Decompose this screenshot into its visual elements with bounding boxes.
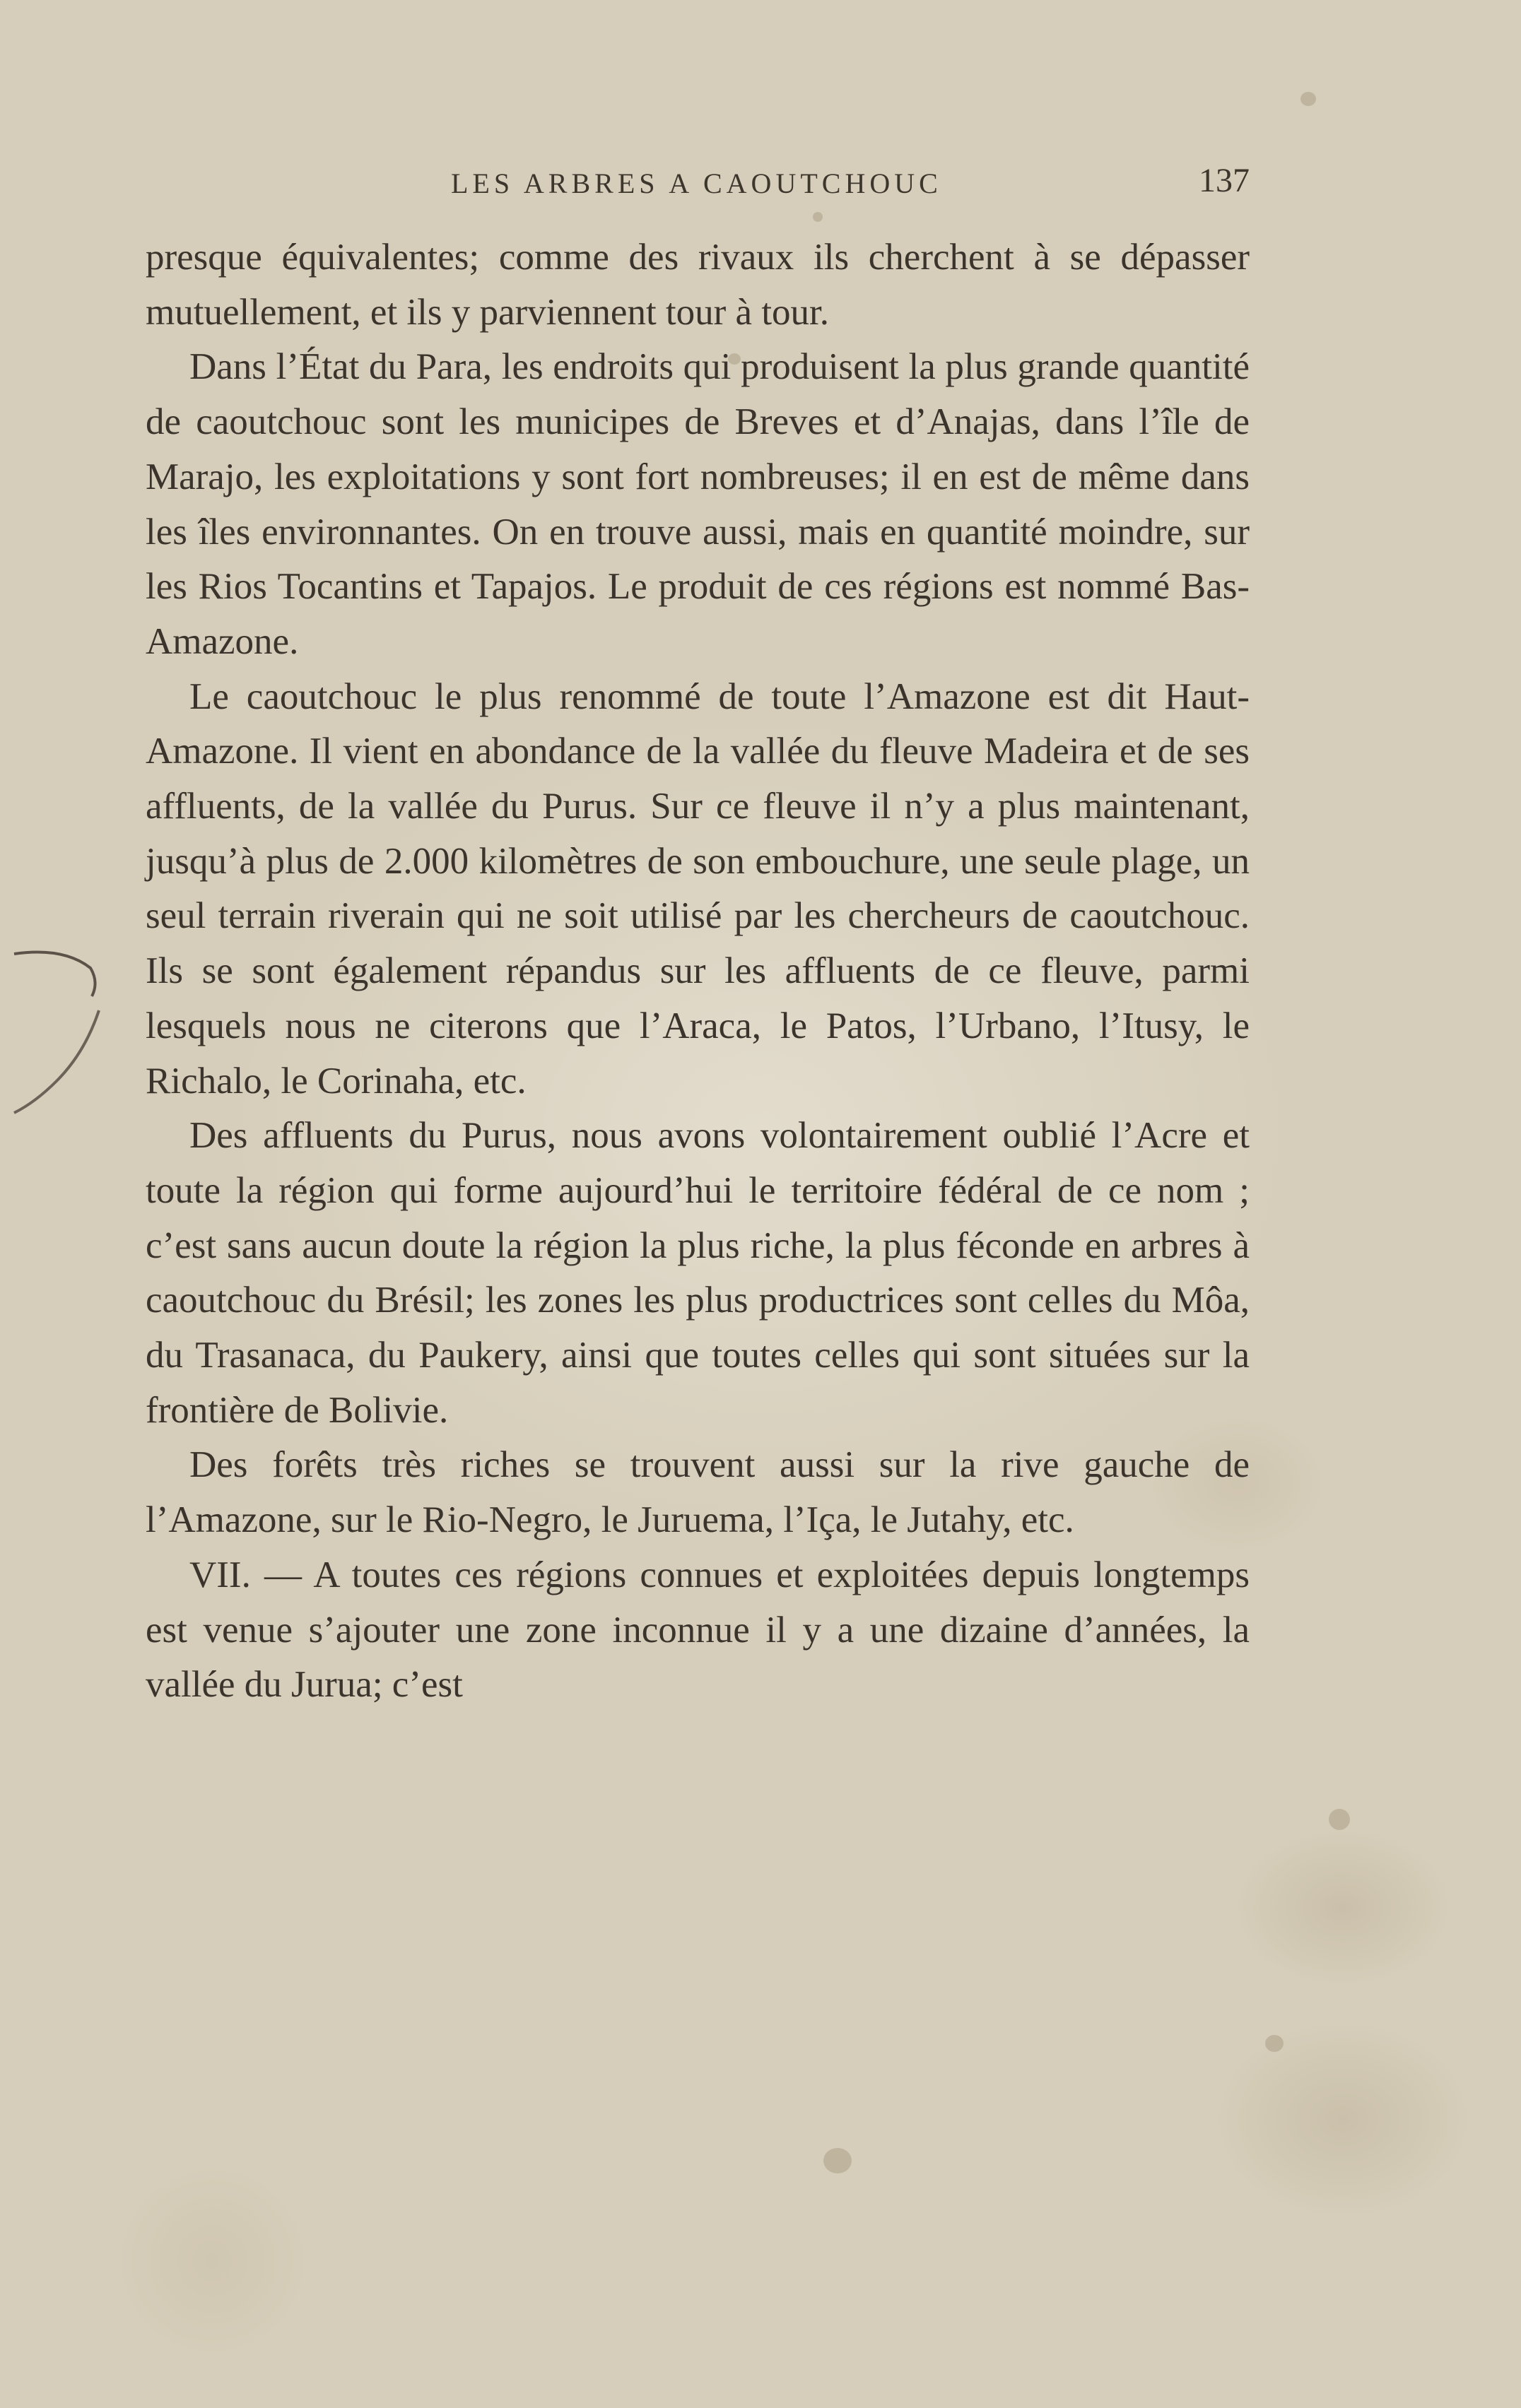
body-text <box>146 230 1250 1713</box>
running-title: LES ARBRES A CAOUTCHOUC <box>451 167 942 199</box>
page-number: 137 <box>1199 162 1250 199</box>
paragraph: presque équivalentes; comme des rivaux ils cherchent à se dépasser mutuellement, et ils y parviennent tour à tour. <box>146 237 1250 333</box>
page-header <box>146 162 1250 208</box>
paper-stain <box>1329 1809 1350 1830</box>
paragraph: Des affluents du Purus, nous avons volontairement oublié l’Acre et toute la région qui forme aujourd’hui le territoire fédéral de ce nom ; c’est sans aucun doute la région la plus riche, la plus féconde en arbres à caoutchouc du Brésil; les zones les plus productrices sont celles du Môa, du Trasanaca, du Paukery, ainsi que toutes celles qui sont situées sur la frontière de Bolivie. <box>146 1115 1250 1431</box>
paper-stain <box>1300 92 1316 106</box>
paragraph: Dans l’État du Para, les endroits qui produisent la plus grande quantité de caoutchouc sont les municipes de Breves et d’Anajas, dans l’île de Marajo, les exploitations y sont fort nombreuses; il en est de même dans les îles environnantes. On en trouve aussi, mais en quantité moindre, sur les Rios Tocantins et Tapajos. Le produit de ces régions est nommé Bas-Amazone. <box>146 346 1250 662</box>
paper-stain <box>823 2148 852 2173</box>
paper-stain <box>813 212 823 222</box>
paragraph: Le caoutchouc le plus renommé de toute l’Amazone est dit Haut-Amazone. Il vient en abondance de la vallée du fleuve Madeira et de ses affluents, de la vallée du Purus. Sur ce fleuve il n’y a plus maintenant, jusqu’à plus de 2.000 kilomètres de son embouchure, une seule plage, un seul terrain riverain qui ne soit utilisé par les chercheurs de caoutchouc. Ils se sont également répandus sur les affluents de ce fleuve, parmi lesquels nous ne citerons que l’Araca, le Patos, l’Urbano, l’Itusy, le Richalo, le Corinaha, etc. <box>146 675 1250 1102</box>
paragraph: Des forêts très riches se trouvent aussi sur la rive gauche de l’Amazone, sur le Rio-Negro, le Juruema, l’Iça, le Jutahy, etc. <box>146 1444 1250 1541</box>
margin-pencil-mark <box>0 940 106 1123</box>
paper-stain <box>1265 2035 1284 2052</box>
paragraph: VII. — A toutes ces régions connues et exploitées depuis longtemps est venue s’ajouter une zone inconnue il y a une dizaine d’années, la vallée du Jurua; c’est <box>146 1554 1250 1706</box>
